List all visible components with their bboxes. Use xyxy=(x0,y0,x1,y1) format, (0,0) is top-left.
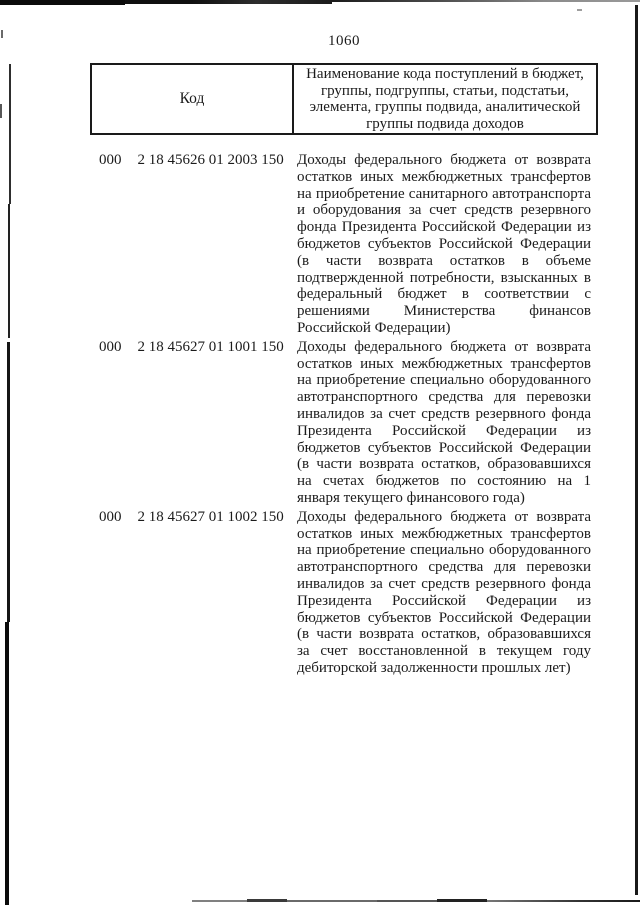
description-cell: Доходы федерального бюджета от возврата остатков иных межбюджетных трансфертов на приобретение санитарного автотранспорта и оборудования за счет средств резервного фонда Президента Российской Федерации из бюджетов субъектов Российской Федерации (в части возврата остатков в объеме подтвержденной потребности, взысканных в федеральный бюджет в соответствии с решениями Министерства финансов Российской Федерации) xyxy=(297,152,591,336)
table-row xyxy=(90,339,598,507)
table-header-code-cell xyxy=(92,65,294,133)
page-number: 1060 xyxy=(328,33,360,49)
code-value: 2 18 45626 01 2003 150 xyxy=(137,152,284,168)
code-cell xyxy=(90,339,297,507)
scan-artifact-speck xyxy=(1,30,3,38)
code-cell xyxy=(90,152,297,337)
scan-artifact-bottom-edge xyxy=(247,899,287,902)
scan-artifact-left-line xyxy=(9,64,11,204)
table-body xyxy=(90,152,598,679)
scan-artifact-top-edge-mask xyxy=(332,2,640,4)
scan-artifact-speck xyxy=(577,9,582,11)
scan-artifact-right-line xyxy=(635,5,638,895)
code-value: 2 18 45627 01 1002 150 xyxy=(137,508,284,525)
code-admin: 000 xyxy=(99,338,122,355)
description-cell: Доходы федерального бюджета от возврата остатков иных межбюджетных трансфертов на приобретение специально оборудованного автотранспортного средства для перевозки инвалидов за счет средств резервного фонда Президента Российской Федерации из бюджетов субъектов Российской Федерации (в части возврата остатков, образовавшихся на счетах бюджетов по состоянию на 1 января текущего финансового года) xyxy=(297,338,591,506)
scan-artifact-left-line xyxy=(8,204,10,338)
table-row xyxy=(90,509,598,677)
scan-artifact-left-line xyxy=(5,622,9,905)
scan-artifact-left-line xyxy=(7,342,10,622)
code-admin: 000 xyxy=(99,152,122,168)
description-cell: Доходы федерального бюджета от возврата остатков иных межбюджетных трансфертов на приобретение специально оборудованного автотранспортного средства для перевозки инвалидов за счет средств резервного фонда Президента Российской Федерации из бюджетов субъектов Российской Федерации (в части возврата остатков, образовавшихся за счет восстановленной в текущем году дебиторской задолженности прошлых лет) xyxy=(297,508,591,676)
table-header-name-label: Наименование кода поступлений в бюджет, группы, подгруппы, статьи, подстатьи, элемента, группы подвида, аналитической группы подвида доходов xyxy=(306,66,584,132)
scan-artifact-bottom-edge xyxy=(377,900,437,902)
table-row xyxy=(90,152,598,337)
scan-artifact-top-edge-thick xyxy=(0,0,125,5)
scan-artifact-bottom-edge xyxy=(287,900,377,902)
table-header-code-label: Код xyxy=(179,90,205,107)
code-value: 2 18 45627 01 1001 150 xyxy=(137,338,284,355)
scan-artifact-bottom-edge xyxy=(487,900,640,902)
scan-artifact-top-edge xyxy=(0,0,640,4)
table-header xyxy=(90,63,598,135)
scan-artifact-bottom-edge xyxy=(437,899,487,902)
scan-artifact-bottom-edge xyxy=(192,900,247,902)
code-admin: 000 xyxy=(99,508,122,525)
table-header-name-cell xyxy=(294,65,596,133)
code-cell xyxy=(90,509,297,677)
scan-artifact-speck xyxy=(0,104,2,118)
